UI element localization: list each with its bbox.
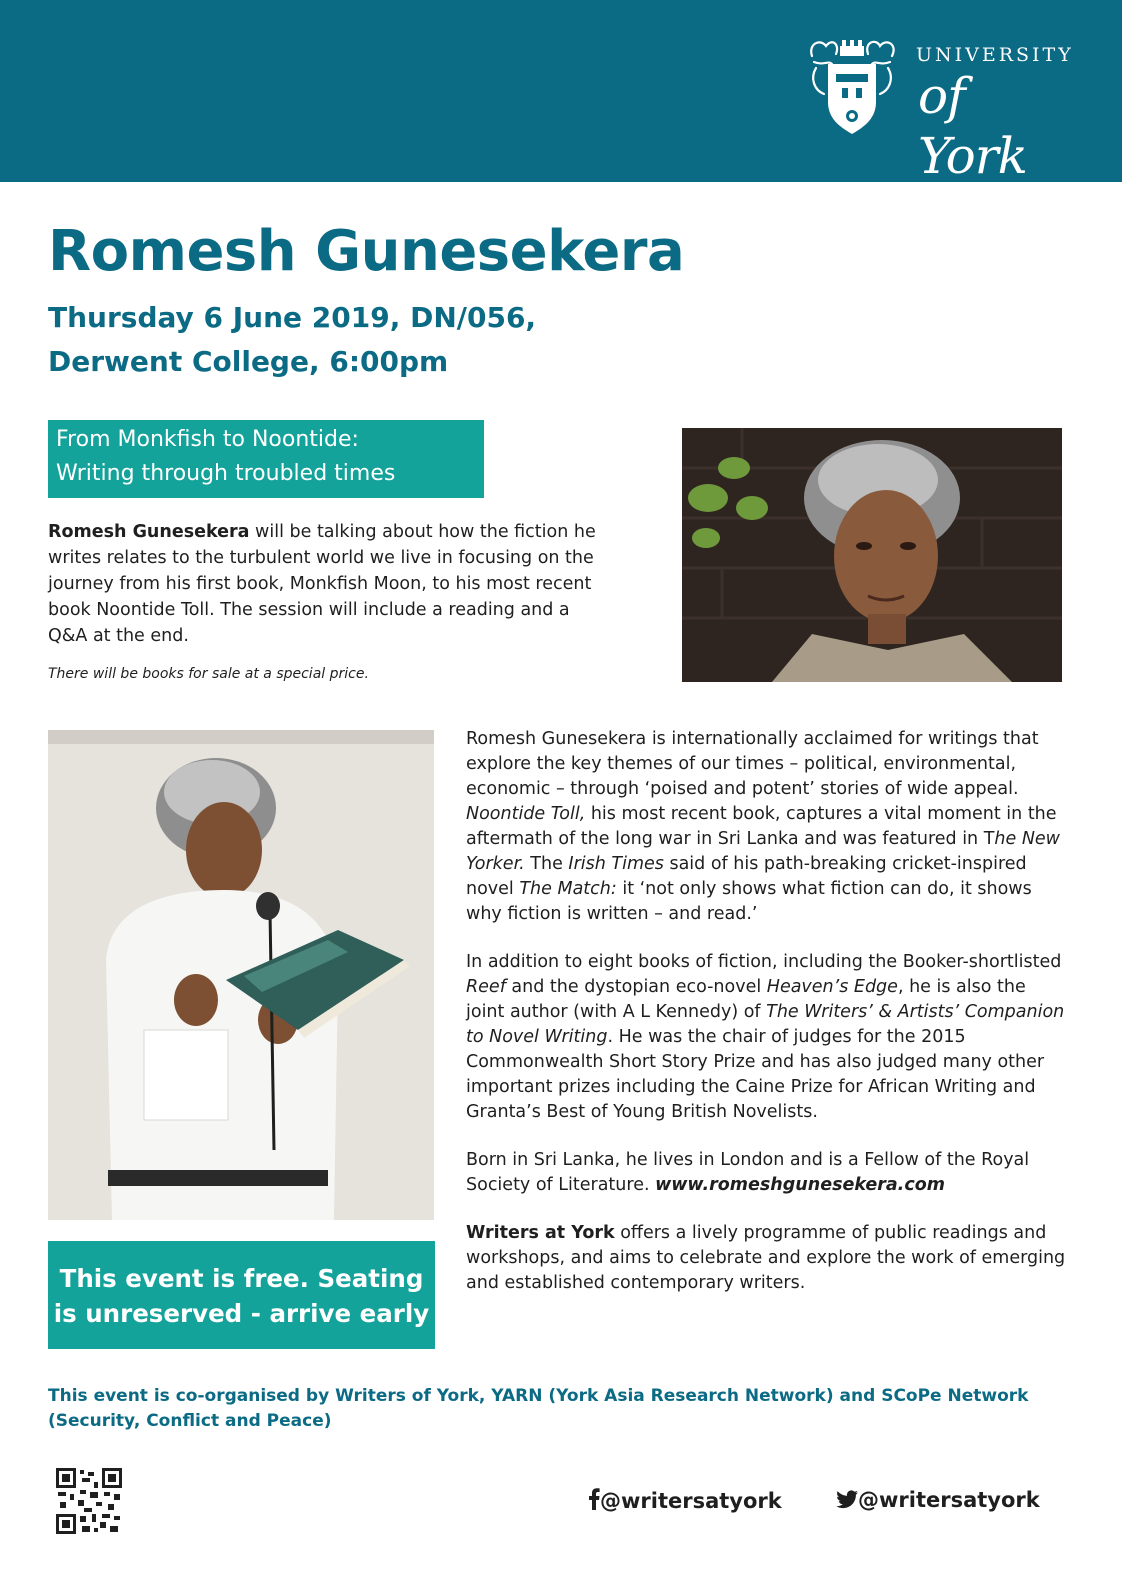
writers-at-york-name: Writers at York (466, 1223, 615, 1243)
free-event-notice (48, 1241, 435, 1349)
bio-paragraph-4 (466, 1221, 1066, 1296)
twitter-bird-icon (836, 1490, 858, 1509)
bio-text: offers a lively programme of public readings and workshops, and aims to celebrate and explore the work of emerging and established contemporary writers. (466, 1223, 1066, 1293)
header-banner (0, 0, 1122, 185)
talk-title-line2: Writing through troubled times (56, 461, 396, 486)
facebook-handle: @writersatyork (600, 1489, 782, 1513)
talk-title-line1: From Monkfish to Noontide: (56, 427, 359, 452)
twitter-link[interactable] (836, 1488, 1040, 1512)
speaker-portrait-photo (682, 428, 1062, 682)
bio-text: his most recent book, captures a vital moment in the aftermath of the long war in Sri Lanka and was featured in T (466, 804, 1057, 849)
publication-title: he New Yorker. (466, 829, 1060, 874)
bio-text: The (524, 854, 569, 874)
speaker-name-title: Romesh Gunesekera (48, 219, 685, 284)
bio-paragraph-3 (466, 1148, 1066, 1198)
book-title: Heaven’s Edge (766, 977, 898, 997)
book-title: Noontide Toll, (466, 804, 586, 824)
intro-speaker-name: Romesh Gunesekera (48, 522, 250, 542)
website-link[interactable]: www.romeshgunesekera.com (655, 1175, 945, 1195)
publication-title: Irish Times (568, 854, 664, 874)
bio-paragraph-2 (466, 950, 1066, 1125)
logo-university-text: UNIVERSITY (916, 44, 1074, 66)
bio-text: it ‘not only shows what fiction can do, it shows why fiction is written – and read.’ (466, 879, 1032, 924)
co-organisers-text: This event is co-organised by Writers of York, YARN (York Asia Research Network) and SCoPe Network (Security, Conflict and Peace) (48, 1386, 1029, 1431)
event-venue-time: Derwent College, 6:00pm (48, 345, 449, 378)
biography-section (466, 727, 1066, 1319)
university-logo[interactable] (806, 34, 1076, 185)
portrait-illustration (682, 428, 1062, 682)
bio-text: , he is also the joint author (with A L Kennedy) of (466, 977, 1026, 1022)
bio-text: said of his path-breaking cricket-inspired novel (466, 854, 1027, 899)
bio-text: and the dystopian eco-novel (505, 977, 767, 997)
book-title: The Writers’ & Artists’ Companion to Novel Writing (466, 1002, 1065, 1047)
free-notice-line1: This event is free. Seating (59, 1264, 424, 1293)
university-crest-icon (806, 34, 898, 138)
qr-code-icon[interactable] (56, 1468, 122, 1534)
facebook-link[interactable] (588, 1488, 782, 1513)
book-title: The Match: (519, 879, 617, 899)
book-title: Reef (466, 977, 506, 997)
free-notice-line2: is unreserved - arrive early (53, 1299, 430, 1328)
talk-title-box (48, 420, 484, 498)
facebook-icon (588, 1488, 600, 1510)
bio-paragraph-1 (466, 727, 1066, 927)
books-for-sale-note: There will be books for sale at a special price. (48, 666, 369, 682)
bio-text: In addition to eight books of fiction, including the Booker-shortlisted (466, 952, 1062, 972)
reading-illustration (48, 730, 434, 1220)
bio-text: Romesh Gunesekera is internationally acclaimed for writings that explore the key themes of our times – political, environmental, economic – through ‘poised and potent’ stories of wide appeal. (466, 729, 1039, 799)
talk-intro (48, 519, 603, 649)
twitter-handle: @writersatyork (858, 1488, 1040, 1512)
speaker-reading-photo (48, 730, 434, 1220)
bio-text: Born in Sri Lanka, he lives in London and is a Fellow of the Royal Society of Literature. (466, 1150, 1030, 1195)
event-details (48, 296, 536, 384)
bio-text: . He was the chair of judges for the 2015 Commonwealth Short Story Prize and has also judged many other important prizes including the Caine Prize for African Writing and Granta’s Best of Young British Novelists. (466, 1027, 1045, 1122)
logo-york-text: of York (918, 67, 1027, 185)
event-date-location: Thursday 6 June 2019, DN/056, (48, 301, 537, 334)
intro-text: will be talking about how the fiction he writes relates to the turbulent world we live in focusing on the journey from his first book, Monkfish Moon, to his most recent book Noontide Toll. The session will include a reading and a Q&A at the end. (48, 522, 596, 646)
